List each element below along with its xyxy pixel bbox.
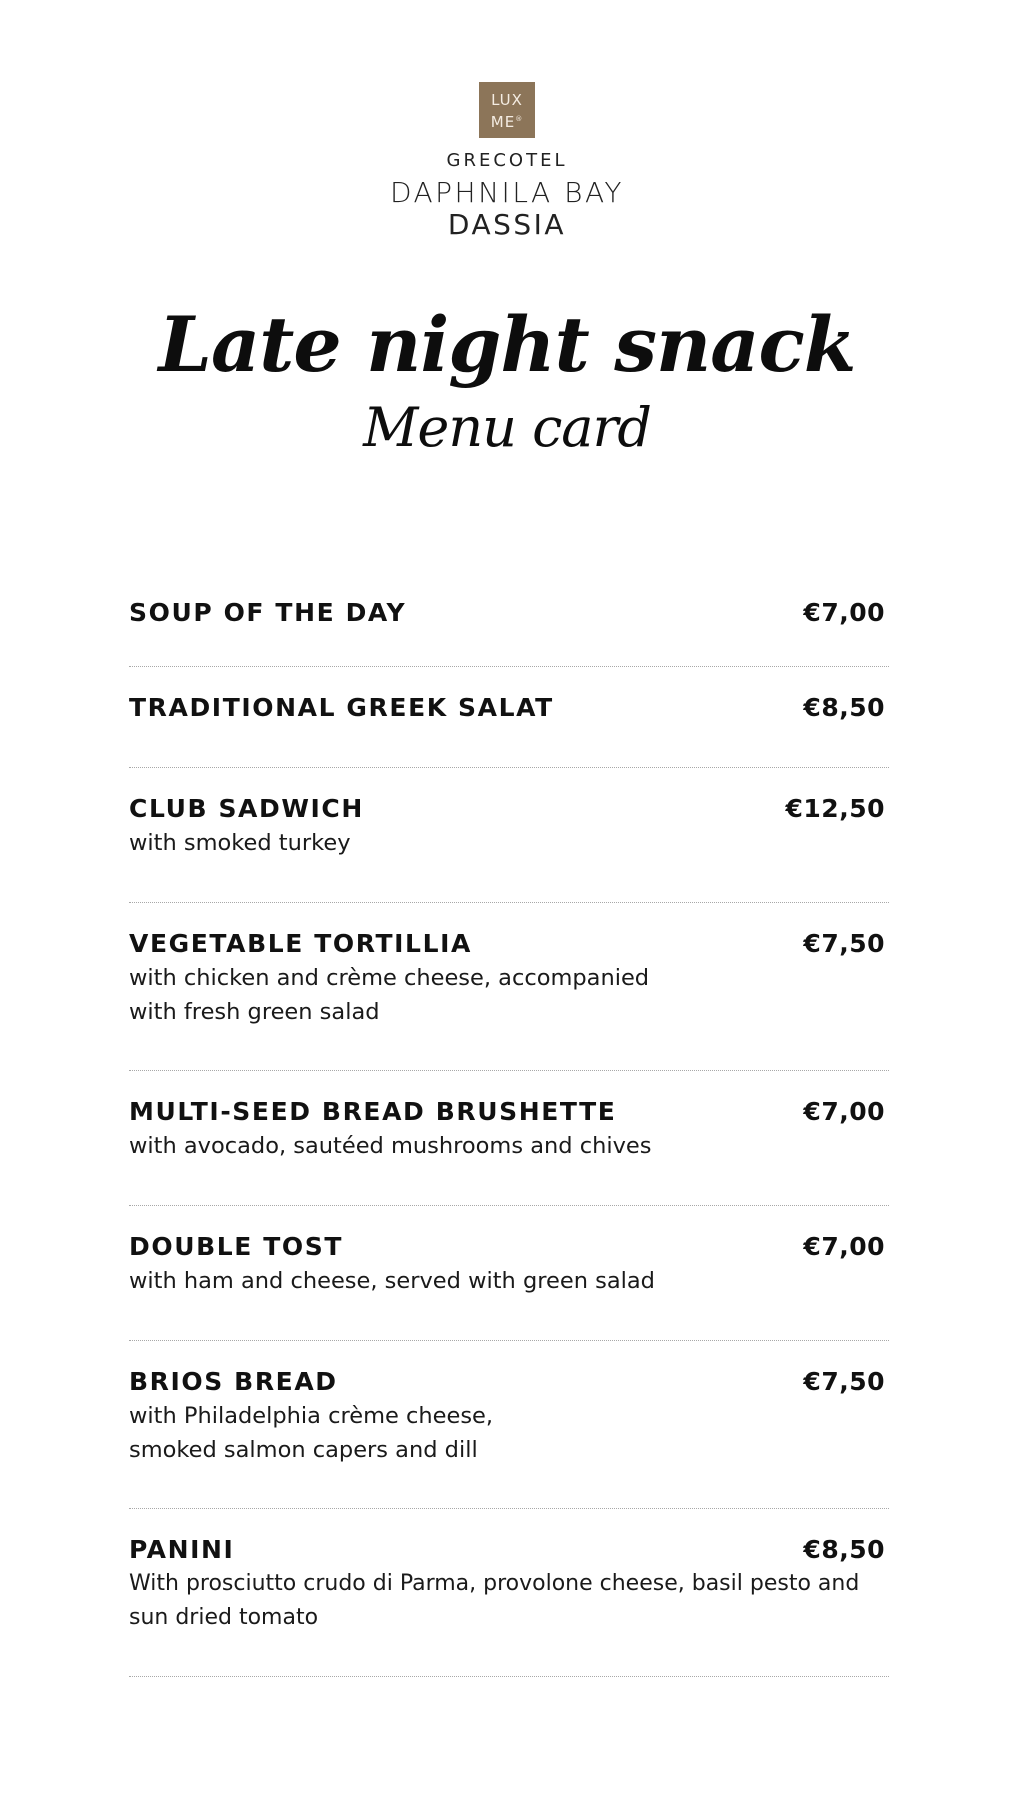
menu-item-price: €8,50 bbox=[803, 1535, 885, 1564]
menu-item-name: PANINI bbox=[129, 1535, 235, 1564]
logo-line-1: LUX bbox=[491, 91, 523, 109]
menu-item bbox=[129, 1224, 889, 1341]
logo-line-2: ME bbox=[490, 113, 516, 131]
hotel-location: DASSIA bbox=[447, 208, 567, 241]
menu-item-name: VEGETABLE TORTILLIA bbox=[129, 929, 472, 958]
menu-item bbox=[129, 1089, 889, 1206]
menu-item-price: €7,00 bbox=[803, 598, 885, 627]
menu-item-description: with avocado, sautéed mushrooms and chives bbox=[129, 1133, 652, 1159]
menu-item bbox=[129, 685, 889, 768]
menu-item bbox=[129, 1527, 889, 1677]
menu-item-description: with ham and cheese, served with green salad bbox=[129, 1268, 655, 1294]
menu-item bbox=[129, 786, 889, 903]
menu-item-name: MULTI-SEED BREAD BRUSHETTE bbox=[129, 1097, 617, 1126]
menu-item-description: with chicken and crème cheese, accompanied with fresh green salad bbox=[129, 965, 650, 1025]
menu-item-description: with Philadelphia crème cheese, smoked salmon capers and dill bbox=[129, 1403, 494, 1463]
menu-item bbox=[129, 921, 889, 1071]
menu-list bbox=[129, 590, 889, 1677]
luxme-logo bbox=[479, 82, 535, 138]
menu-item-description: With prosciutto crudo di Parma, provolone cheese, basil pesto and sun dried tomato bbox=[129, 1571, 860, 1630]
menu-item-price: €7,00 bbox=[803, 1232, 885, 1261]
menu-item bbox=[129, 1359, 889, 1509]
menu-item-name: CLUB SADWICH bbox=[129, 794, 364, 823]
menu-item-price: €7,50 bbox=[803, 929, 885, 958]
page-subtitle: Menu card bbox=[363, 396, 651, 459]
menu-item-name: DOUBLE TOST bbox=[129, 1232, 344, 1261]
menu-item bbox=[129, 590, 889, 667]
registered-mark: ® bbox=[515, 115, 524, 123]
hotel-name: DAPHNILA BAY bbox=[389, 176, 625, 209]
menu-item-name: TRADITIONAL GREEK SALAT bbox=[129, 693, 554, 722]
menu-item-name: BRIOS BREAD bbox=[129, 1367, 338, 1396]
page-title: Late night snack bbox=[158, 300, 856, 389]
menu-item-description: with smoked turkey bbox=[129, 830, 351, 856]
hotel-branding bbox=[0, 82, 1014, 241]
menu-item-price: €7,50 bbox=[803, 1367, 885, 1396]
brand-group-name: GRECOTEL bbox=[446, 150, 568, 171]
menu-item-name: SOUP OF THE DAY bbox=[129, 598, 407, 627]
menu-item-price: €12,50 bbox=[785, 794, 885, 823]
menu-item-price: €8,50 bbox=[803, 693, 885, 722]
menu-item-price: €7,00 bbox=[803, 1097, 885, 1126]
